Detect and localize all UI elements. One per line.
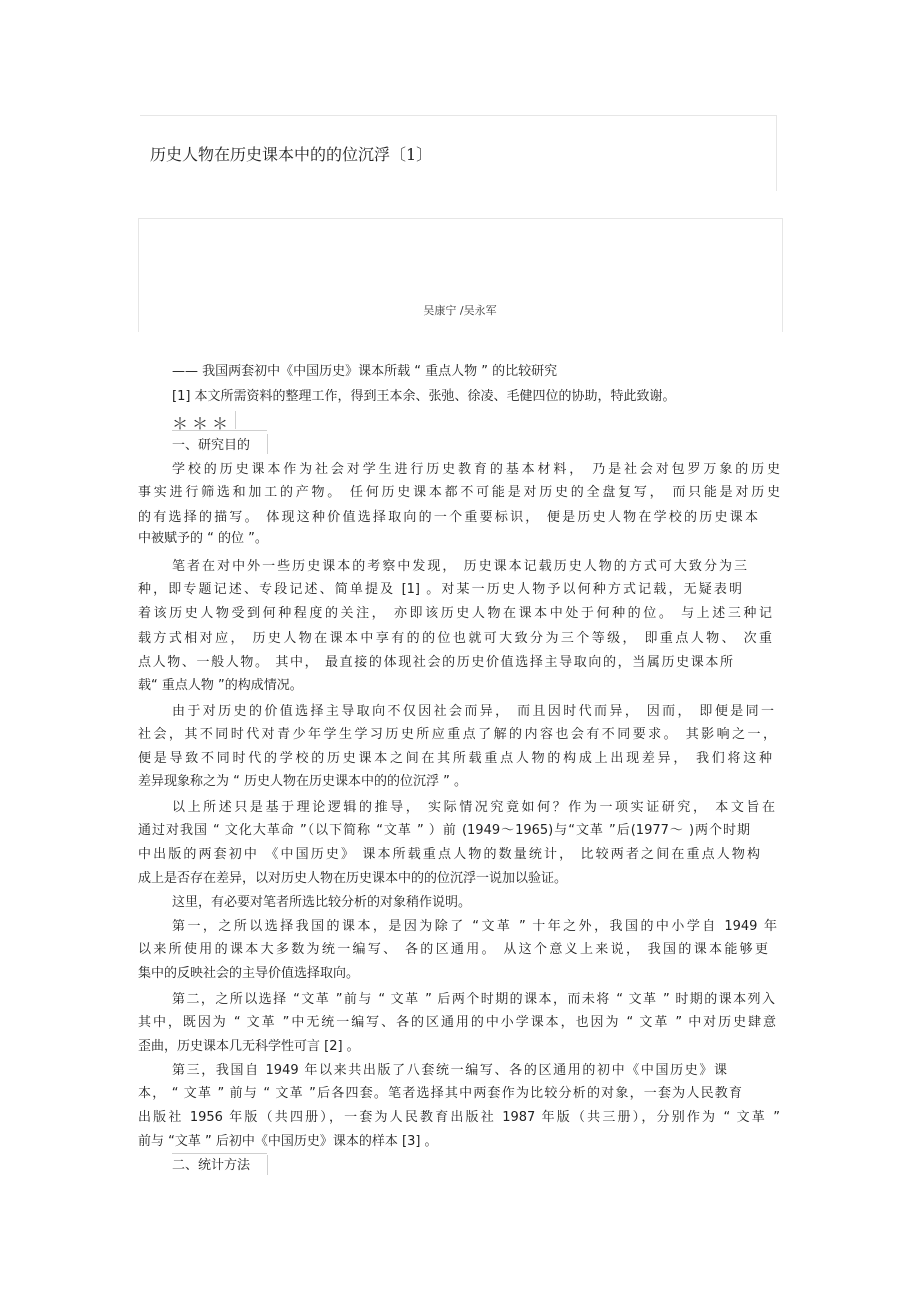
paragraph-line: 社会，其不同时代对青少年学生学习历史所应重点了解的内容也会有不同要求。 其影响之一， [138,727,776,742]
paragraph-line: 点人物、一般人物。 其中， 最直接的体现社会的历史价值选择主导取向的，当属历史课本所 [138,655,733,670]
paragraph-line: 以来所使用的课本大多数为统一编写、 各的区通用。 从这个意义上来说， 我国的课本能够更 [138,942,768,957]
paragraph-line: 成上是否存在差异，以对历史人物在历史课本中的的位沉浮一说加以验证。 [138,871,568,886]
paragraph-line: 便是导致不同时代的学校的历史课本之间在其所载重点人物的构成上出现差异， 我们将这种 [138,751,772,766]
paragraph-line: 差异现象称之为 “ 历史人物在历史课本中的的位沉浮 ” 。 [138,774,467,789]
paragraph-line: 中被赋予的 “ 的位 ”。 [138,531,268,546]
paragraph-line: 载“ 重点人物 ”的构成情况。 [138,678,303,693]
separator-rule [172,430,267,431]
paragraph-line: 事实进行筛选和加工的产物。 任何历史课本都不可能是对历史的全盘复写， 而只能是对历史 [138,485,780,500]
paragraph-line: 其中，既因为 “ 文革 ”中无统一编写、各的区通用的中小学课本，也因为 “ 文革 ” 中对历史肆意 [138,1015,776,1030]
paragraph-line: 歪曲，历史课本几无科学性可言 [2] 。 [138,1039,360,1054]
paragraph-line: 第二，之所以选择 “文革 ”前与 “ 文革 ” 后两个时期的课本，而未将 “ 文革 ” 时期的课本列入 [172,992,775,1007]
page-title: 历史人物在历史课本中的的位沉浮〔1〕 [150,145,433,164]
paragraph-line: 载方式相对应， 历史人物在课本中享有的的位也就可大致分为三个等级， 即重点人物、 次重 [138,631,772,646]
separator-rule [267,1155,268,1175]
paragraph-line: 这里，有必要对笔者所选比较分析的对象稍作说明。 [172,895,472,910]
paragraph-line: 前与 “文革 ” 后初中《中国历史》课本的样本 [3] 。 [138,1134,438,1149]
footnote: [1] 本文所需资料的整理工作，得到王本余、张弛、徐凌、毛健四位的协助，特此致谢。 [172,389,676,404]
paragraph-line: 集中的反映社会的主导价值选择取向。 [138,966,360,981]
section-heading-research-purpose: 一、研究目的 [172,438,251,453]
paragraph-line: 笔者在对中外一些历史课本的考察中发现， 历史课本记载历史人物的方式可大致分为三 [172,559,747,574]
section-heading-statistical-method: 二、统计方法 [172,1158,251,1173]
subtitle: —— 我国两套初中《中国历史》课本所载 “ 重点人物 ” 的比较研究 [172,364,558,379]
section-separator-stars: ＊＊＊ [172,414,233,433]
paragraph-line: 由于对历史的价值选择主导取向不仅因社会而异， 而且因时代而异， 因而， 即便是同一 [172,704,774,719]
paragraph-line: 的有选择的描写。 体现这种价值选择取向的一个重要标识， 便是历史人物在学校的历史课本 [138,510,758,525]
separator-rule [267,434,268,454]
separator-rule [235,411,236,429]
paragraph-line: 第三，我国自 1949 年以来共出版了八套统一编写、各的区通用的初中《中国历史》课 [172,1063,727,1078]
paragraph-line: 本， “ 文革 ” 前与 “ 文革 ”后各四套。笔者选择其中两套作为比较分析的对象，一套为人民教育 [138,1086,742,1101]
paragraph-line: 出版社 1956 年版（共四册），一套为人民教育出版社 1987 年版（共三册），分别作为 “ 文革 ” [138,1110,780,1125]
paragraph-line: 着该历史人物受到何种程度的关注， 亦即该历史人物在课本中处于何种的位。 与上述三种记 [138,606,772,621]
paragraph-line: 第一，之所以选择我国的课本，是因为除了 “文革 ” 十年之外，我国的中小学自 1949 年 [172,919,777,934]
paragraph-line: 中出版的两套初中 《中国历史》 课本所载重点人物的数量统计， 比较两者之间在重点人物构 [138,847,760,862]
author-line: 吴康宁 /吴永军 [423,304,497,317]
separator-rule [172,1153,267,1154]
paragraph-line: 种，即专题记述、专段记述、简单提及 [1] 。对某一历史人物予以何种方式记载，无疑表明 [138,582,742,597]
paragraph-line: 以上所述只是基于理论逻辑的推导， 实际情况究竟如何？作为一项实证研究， 本文旨在 [172,800,775,815]
paragraph-line: 通过对我国 “ 文化大革命 ”（以下简称 “文革 ” ）前 (1949～1965)与“文革 ”后(1977～ )两个时期 [138,823,750,838]
paragraph-line: 学校的历史课本作为社会对学生进行历史教育的基本材料， 乃是社会对包罗万象的历史 [172,462,780,477]
